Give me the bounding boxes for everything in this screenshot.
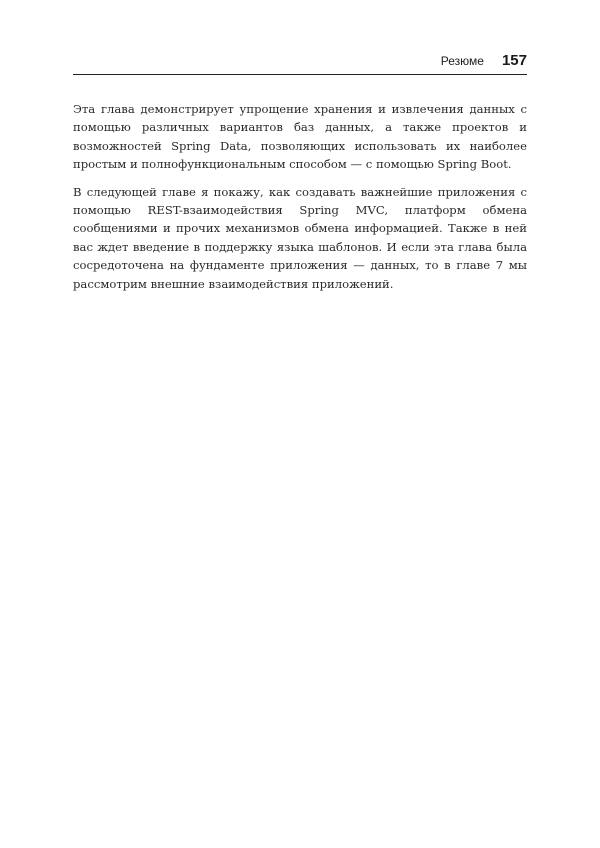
body-text [73,100,527,302]
paragraph-summary: Эта глава демонстрирует упрощение хранения и извлечения данных с помощью различных вариантов баз данных, а также проектов и возможностей Spring Data, позволяющих использовать их наиболее простым и полнофункциональным способом — с помощью Spring Boot. [73,102,527,172]
paragraph-next-chapter: В следующей главе я покажу, как создавать важнейшие приложения с помощью REST-взаимодействия Spring MVC, платформ обмена сообщениями и прочих механизмов обмена информацией. Также в ней вас ждет введение в поддержку языка шаблонов. И если эта глава была сосредоточена на фундаменте приложения — данных, то в главе 7 мы рассмотрим внешние взаимодействия приложений. [73,184,527,291]
section-name: Резюме [440,54,484,68]
running-head [73,52,527,74]
header-rule [73,74,527,75]
page-number: 157 [501,52,527,69]
